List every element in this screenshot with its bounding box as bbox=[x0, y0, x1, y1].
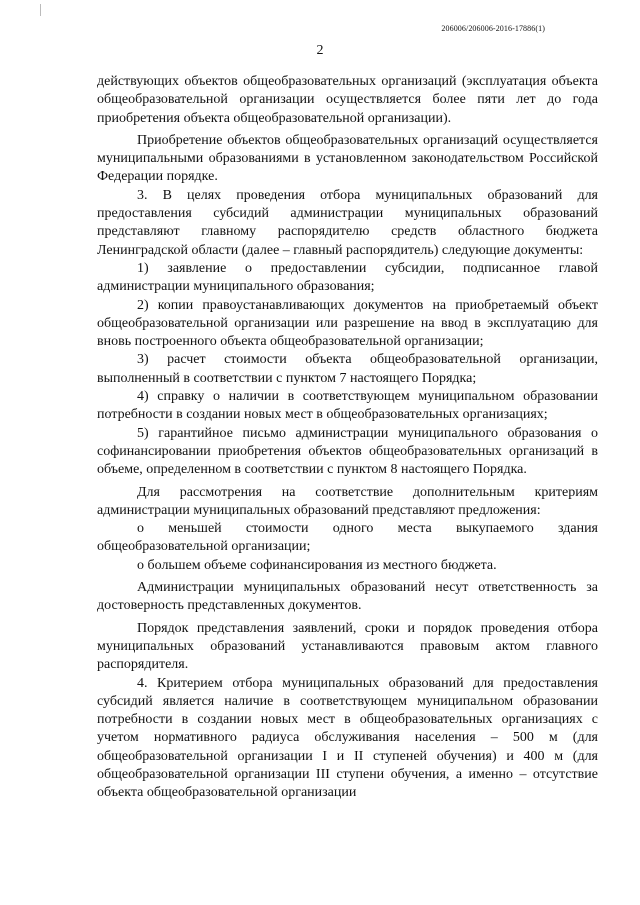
list-item-document-5: 5) гарантийное письмо администрации муниципального образования о софинансировании приобретения объектов общеобразовательных организаций в объеме, определенном в соответствии с пунктом 8 настоящего Порядка. bbox=[97, 425, 598, 478]
paragraph-additional-criteria: Для рассмотрения на соответствие дополнительным критериям администрации муниципальных образований представляют предложения: bbox=[97, 484, 598, 518]
paragraph-acquisition: Приобретение объектов общеобразовательных организаций осуществляется муниципальными образованиями в установленном законодательством Российской Федерации порядке. bbox=[97, 132, 598, 185]
scan-corner-mark bbox=[40, 4, 41, 16]
list-item-document-4: 4) справку о наличии в соответствующем муниципальном образовании потребности в создании новых мест в общеобразовательных организациях; bbox=[97, 389, 598, 423]
paragraph-procedure: Порядок представления заявлений, сроки и порядок проведения отбора муниципальных образований устанавливаются правовым актом главного распорядителя. bbox=[97, 620, 598, 673]
document-body bbox=[97, 73, 598, 803]
paragraph-continuation: действующих объектов общеобразовательных организаций (эксплуатация объекта общеобразовательной организации осуществляется более пяти лет до года приобретения объекта общеобразовательной организации). bbox=[97, 74, 598, 126]
document-id: 206006/206006-2016-17886(1) bbox=[441, 24, 545, 33]
list-item-document-2: 2) копии правоустанавливающих документов на приобретаемый объект общеобразовательной организации или разрешение на ввод в эксплуатацию для вновь построенного объекта общеобразовательной организации; bbox=[97, 297, 598, 350]
paragraph-responsibility: Администрации муниципальных образований несут ответственность за достоверность представленных документов. bbox=[97, 580, 598, 614]
paragraph-item-4: 4. Критерием отбора муниципальных образований для предоставления субсидий является наличие в соответствующем муниципальном образовании потребности в создании новых мест в общеобразовательных организациях с учетом нормативного радиуса обслуживания населения – 500 м (для общеобразовательной организации I и II ступеней обучения) и 400 м (для общеобразовательной организации III ступени обучения, а именно – отсутствие объекта общеобразовательной организации bbox=[97, 675, 598, 801]
list-item-proposal-1: о меньшей стоимости одного места выкупаемого здания общеобразовательной организации; bbox=[97, 521, 598, 555]
list-item-document-1: 1) заявление о предоставлении субсидии, подписанное главой администрации муниципального образования; bbox=[97, 260, 598, 295]
list-item-proposal-2: о большем объеме софинансирования из местного бюджета. bbox=[137, 557, 497, 573]
list-item-document-3: 3) расчет стоимости объекта общеобразовательной организации, выполненный в соответствии с пунктом 7 настоящего Порядка; bbox=[97, 352, 598, 386]
page-number: 2 bbox=[316, 43, 324, 58]
paragraph-item-3: 3. В целях проведения отбора муниципальных образований для предоставления субсидий администрации муниципальных образований представляют главному распорядителю средств областного бюджета Ленинградской области (далее – главный распорядитель) следующие документы: bbox=[97, 187, 598, 258]
